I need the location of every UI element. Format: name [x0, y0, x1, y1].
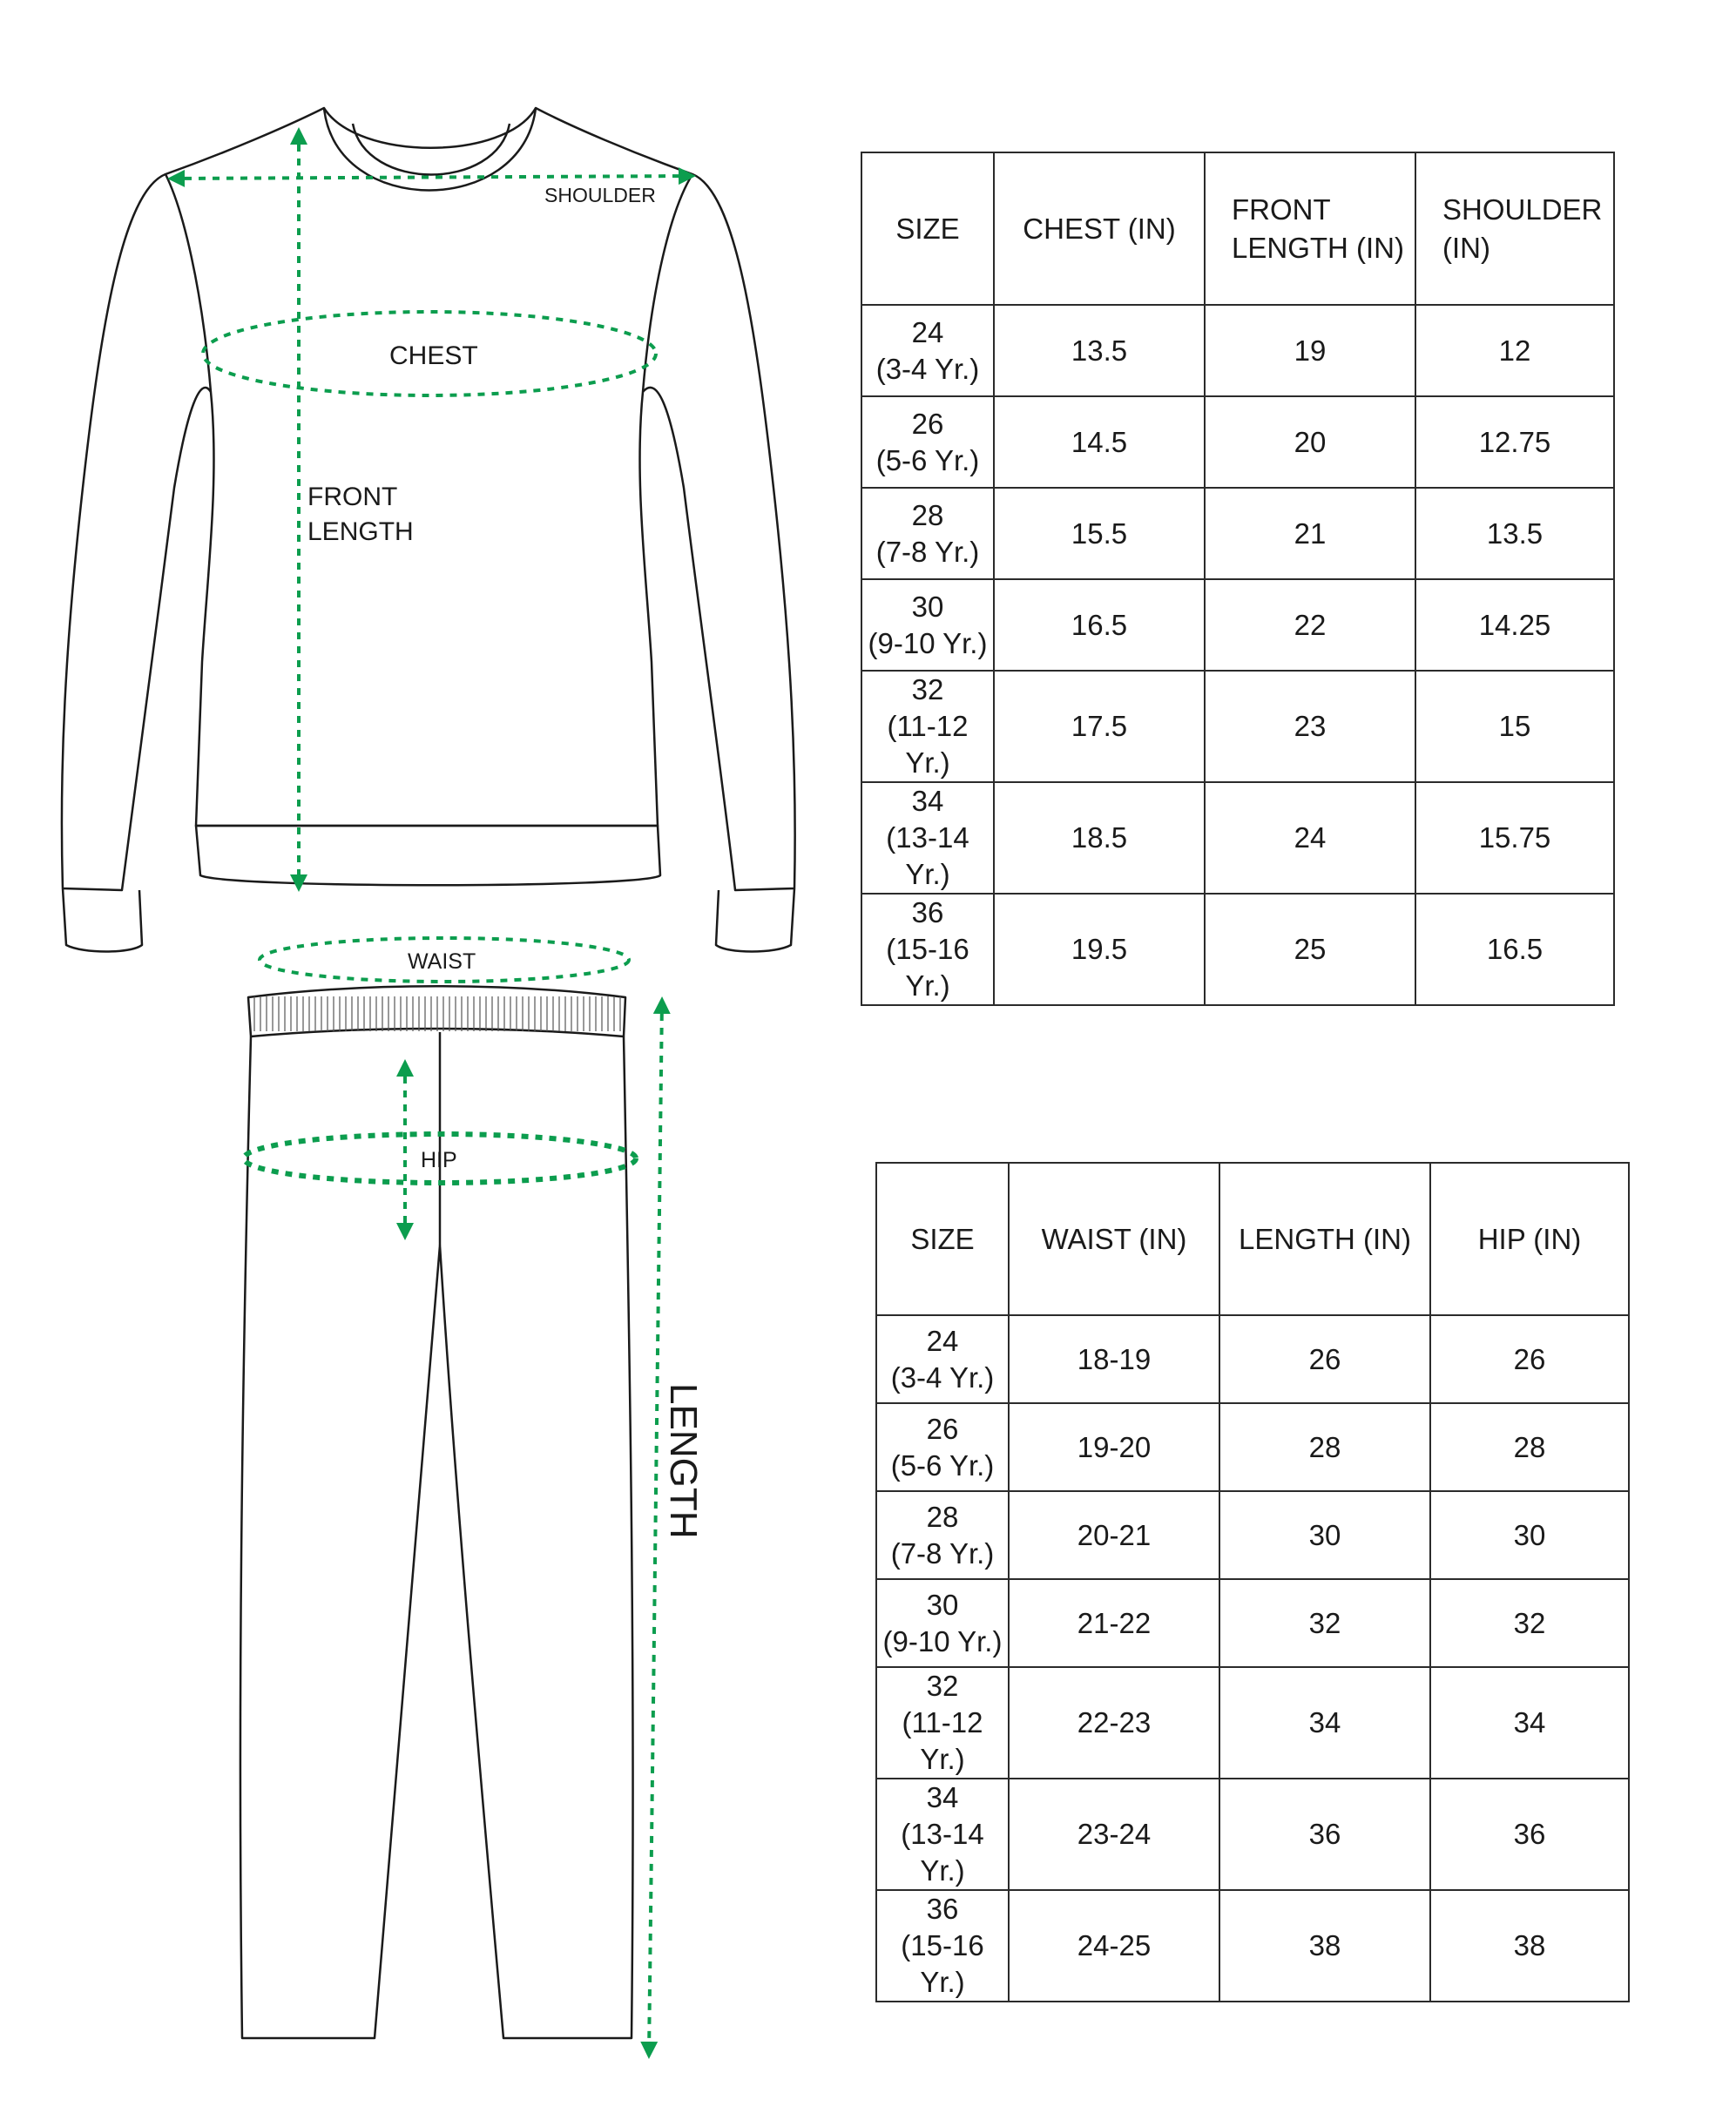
size-age-range: (13-14 Yr.): [886, 821, 969, 890]
size-age-range: (11-12 Yr.): [887, 710, 969, 779]
size-age-range: (9-10 Yr.): [868, 626, 988, 659]
header-chest: CHEST (IN): [994, 152, 1205, 305]
table-row: [876, 1579, 1629, 1667]
table-row: [861, 782, 1614, 894]
table-row: [876, 1491, 1629, 1579]
label-shoulder: SHOULDER: [544, 184, 656, 206]
size-cell: [876, 1579, 1009, 1667]
header-length: LENGTH (IN): [1219, 1163, 1430, 1315]
shoulder-arrow: [171, 176, 692, 179]
size-cell: [876, 1890, 1009, 2002]
label-waist: WAIST: [408, 949, 476, 974]
table-header-row: [876, 1163, 1629, 1315]
length-cell: 26: [1219, 1315, 1430, 1403]
length-cell: 34: [1219, 1667, 1430, 1779]
table-row: [861, 579, 1614, 671]
chest-cell: 19.5: [994, 894, 1205, 1005]
front-length-cell: 20: [1205, 396, 1415, 488]
size-number: 34: [926, 1781, 959, 1813]
size-number: 24: [926, 1324, 959, 1357]
table-row: [861, 396, 1614, 488]
size-age-range: (11-12 Yr.): [902, 1706, 983, 1775]
size-number: 34: [911, 785, 944, 817]
size-number: 26: [926, 1412, 959, 1445]
chest-cell: 16.5: [994, 579, 1205, 671]
chest-cell: 14.5: [994, 396, 1205, 488]
hip-cell: 26: [1430, 1315, 1629, 1403]
size-cell: [876, 1491, 1009, 1579]
table-row: [861, 305, 1614, 396]
waist-cell: 19-20: [1009, 1403, 1219, 1491]
length-cell: 28: [1219, 1403, 1430, 1491]
hip-cell: 38: [1430, 1890, 1629, 2002]
front-length-cell: 23: [1205, 671, 1415, 782]
size-number: 30: [926, 1588, 959, 1621]
size-age-range: (3-4 Yr.): [890, 1360, 995, 1394]
waist-cell: 21-22: [1009, 1579, 1219, 1667]
table-row: [876, 1403, 1629, 1491]
shoulder-cell: 14.25: [1415, 579, 1614, 671]
length-cell: 36: [1219, 1779, 1430, 1890]
size-cell: [861, 782, 994, 894]
label-length: LENGTH: [662, 1383, 705, 1539]
table-row: [876, 1890, 1629, 2002]
header-size: SIZE: [876, 1163, 1009, 1315]
shoulder-cell: 12.75: [1415, 396, 1614, 488]
size-cell: [876, 1779, 1009, 1890]
size-age-range: (5-6 Yr.): [875, 443, 980, 476]
size-number: 36: [911, 896, 944, 928]
pants-waistband-ribbing: [254, 996, 620, 1031]
chest-cell: 18.5: [994, 782, 1205, 894]
length-cell: 32: [1219, 1579, 1430, 1667]
table-row: [876, 1779, 1629, 1890]
front-length-cell: 22: [1205, 579, 1415, 671]
size-cell: [861, 671, 994, 782]
size-number: 32: [926, 1670, 959, 1702]
front-length-cell: 21: [1205, 488, 1415, 579]
chest-cell: 15.5: [994, 488, 1205, 579]
size-cell: [861, 579, 994, 671]
waist-cell: 20-21: [1009, 1491, 1219, 1579]
size-number: 30: [911, 590, 944, 623]
sweatshirt-outline: [62, 108, 795, 952]
size-age-range: (15-16 Yr.): [886, 933, 969, 1002]
table-row: [861, 671, 1614, 782]
length-cell: 30: [1219, 1491, 1430, 1579]
size-cell: [876, 1315, 1009, 1403]
table-header-row: [861, 152, 1614, 305]
hip-cell: 36: [1430, 1779, 1629, 1890]
header-hip: HIP (IN): [1430, 1163, 1629, 1315]
waist-cell: 18-19: [1009, 1315, 1219, 1403]
size-cell: [861, 396, 994, 488]
size-age-range: (3-4 Yr.): [875, 352, 980, 385]
size-number: 24: [911, 315, 944, 348]
label-front-length-line2: LENGTH: [307, 517, 414, 546]
label-front-length-line1: FRONT: [307, 483, 398, 511]
size-cell: [861, 305, 994, 396]
hip-cell: 32: [1430, 1579, 1629, 1667]
hip-cell: 28: [1430, 1403, 1629, 1491]
size-age-range: (7-8 Yr.): [890, 1536, 995, 1570]
size-cell: [861, 488, 994, 579]
hip-cell: 30: [1430, 1491, 1629, 1579]
front-length-cell: 24: [1205, 782, 1415, 894]
length-arrow: [649, 1000, 662, 2056]
size-age-range: (7-8 Yr.): [875, 535, 980, 568]
waist-cell: 22-23: [1009, 1667, 1219, 1779]
size-age-range: (15-16 Yr.): [901, 1929, 984, 1998]
table-row: [876, 1315, 1629, 1403]
header-shoulder: SHOULDER (IN): [1415, 152, 1614, 305]
waist-cell: 23-24: [1009, 1779, 1219, 1890]
size-age-range: (5-6 Yr.): [890, 1448, 995, 1482]
header-waist: WAIST (IN): [1009, 1163, 1219, 1315]
front-length-cell: 19: [1205, 305, 1415, 396]
top-size-table: [861, 152, 1615, 1006]
size-number: 28: [926, 1500, 959, 1533]
shoulder-cell: 15: [1415, 671, 1614, 782]
size-number: 26: [911, 407, 944, 440]
size-number: 32: [911, 673, 944, 706]
shoulder-cell: 16.5: [1415, 894, 1614, 1005]
shoulder-cell: 13.5: [1415, 488, 1614, 579]
size-cell: [861, 894, 994, 1005]
shoulder-cell: 12: [1415, 305, 1614, 396]
length-cell: 38: [1219, 1890, 1430, 2002]
hip-cell: 34: [1430, 1667, 1629, 1779]
shoulder-cell: 15.75: [1415, 782, 1614, 894]
bottom-size-table: [875, 1162, 1630, 2002]
label-hip: HIP: [421, 1148, 457, 1172]
size-cell: [876, 1403, 1009, 1491]
size-age-range: (13-14 Yr.): [901, 1818, 984, 1887]
chest-cell: 13.5: [994, 305, 1205, 396]
table-row: [861, 488, 1614, 579]
waist-cell: 24-25: [1009, 1890, 1219, 2002]
size-cell: [876, 1667, 1009, 1779]
header-front-length: FRONT LENGTH (IN): [1205, 152, 1415, 305]
size-number: 36: [926, 1893, 959, 1925]
size-age-range: (9-10 Yr.): [882, 1624, 1003, 1658]
front-length-cell: 25: [1205, 894, 1415, 1005]
chest-cell: 17.5: [994, 671, 1205, 782]
header-size: SIZE: [861, 152, 994, 305]
table-row: [876, 1667, 1629, 1779]
label-chest: CHEST: [389, 341, 478, 370]
table-row: [861, 894, 1614, 1005]
size-number: 28: [911, 498, 944, 531]
